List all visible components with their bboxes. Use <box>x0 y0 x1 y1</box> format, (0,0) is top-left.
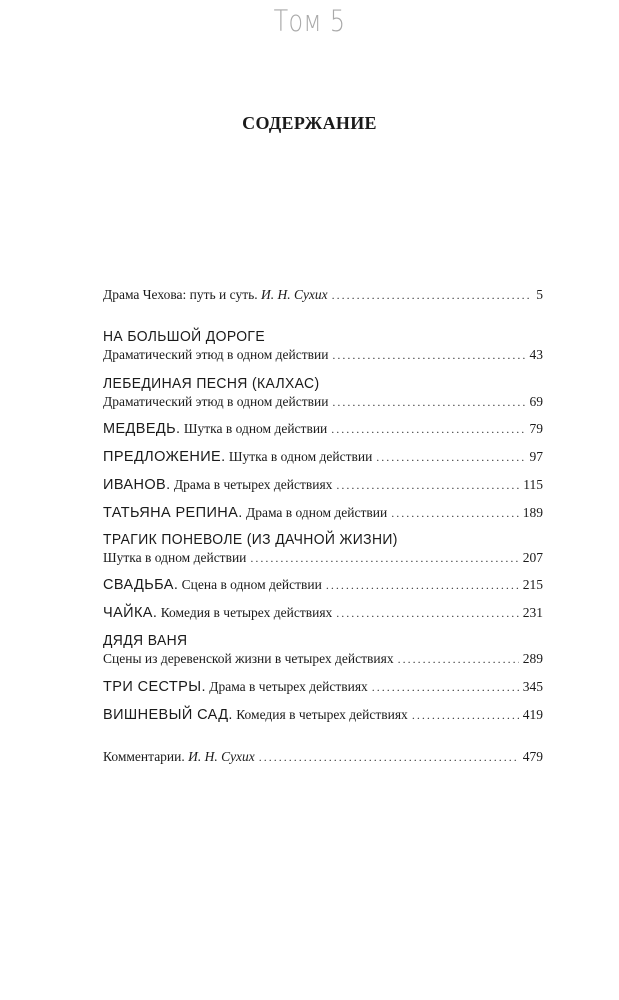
entry-text: Шутка в одном действии <box>183 421 328 436</box>
toc-entry <box>103 678 543 696</box>
leader-dots <box>376 448 525 466</box>
toc-entry <box>103 632 543 668</box>
leader-dots <box>391 504 519 522</box>
toc-entry-commentary <box>103 748 543 766</box>
toc-entry <box>103 576 543 594</box>
entry-text: Комедия в четырех действиях <box>236 707 408 722</box>
toc-entry <box>103 420 543 438</box>
toc-entry <box>103 375 543 411</box>
page-number: 231 <box>522 605 543 620</box>
entry-text: Драматический этюд в одном действии <box>103 394 329 409</box>
leader-dots <box>331 420 525 438</box>
play-title: ИВАНОВ. <box>103 477 171 493</box>
toc-line <box>103 549 543 567</box>
play-title: ЧАЙКА. <box>103 605 158 621</box>
toc-line <box>103 706 543 724</box>
leader-dots <box>398 650 519 668</box>
entry-text: Драма в четырех действиях <box>209 679 368 694</box>
page-number: 207 <box>522 550 543 565</box>
entry-author: И. Н. Сухих <box>188 749 255 764</box>
leader-dots <box>259 748 519 766</box>
entry-text: Сцены из деревенской жизни в четырех действиях <box>103 651 394 666</box>
contents-title: СОДЕРЖАНИЕ <box>242 113 377 133</box>
play-title: ЛЕБЕДИНАЯ ПЕСНЯ (КАЛХАС) <box>103 376 320 392</box>
play-title: ТАТЬЯНА РЕПИНА. <box>103 505 243 521</box>
entry-text: Комментарии. <box>103 749 185 764</box>
toc-entry <box>103 448 543 466</box>
page-number: 419 <box>522 707 543 722</box>
page-number: 79 <box>529 421 543 436</box>
toc-line <box>103 504 543 522</box>
toc-line <box>103 576 543 594</box>
page-number: 69 <box>529 394 543 409</box>
entry-text: Комедия в четырех действиях <box>160 605 333 620</box>
toc-line <box>103 448 543 466</box>
toc-line <box>103 604 543 622</box>
play-title: ДЯДЯ ВАНЯ <box>103 633 188 649</box>
toc-entry <box>103 504 543 522</box>
toc-line <box>103 678 543 696</box>
entry-author: И. Н. Сухих <box>261 287 328 302</box>
page-number: 289 <box>522 651 543 666</box>
toc-line <box>103 286 543 304</box>
play-title: ТРИ СЕСТРЫ. <box>103 679 206 695</box>
leader-dots <box>332 286 529 304</box>
entry-text: Шутка в одном действии <box>228 449 373 464</box>
leader-dots <box>336 604 518 622</box>
leader-dots <box>326 576 519 594</box>
entry-text: Шутка в одном действии <box>103 550 247 565</box>
toc-line <box>103 476 543 494</box>
toc-line <box>103 748 543 766</box>
play-title: СВАДЬБА. <box>103 577 179 593</box>
leader-dots <box>332 393 525 411</box>
page-number: 189 <box>522 505 543 520</box>
toc-entry <box>103 328 543 364</box>
leader-dots <box>372 678 519 696</box>
toc-line <box>103 346 543 364</box>
play-title: ТРАГИК ПОНЕВОЛЕ (ИЗ ДАЧНОЙ ЖИЗНИ) <box>103 532 398 548</box>
toc-line <box>103 650 543 668</box>
toc-entry <box>103 706 543 724</box>
toc-entry <box>103 476 543 494</box>
play-title: ПРЕДЛОЖЕНИЕ. <box>103 449 226 465</box>
toc-line <box>103 393 543 411</box>
toc-line <box>103 420 543 438</box>
entry-text: Драма в четырех действиях <box>173 477 333 492</box>
page-number: 479 <box>522 749 543 764</box>
page-number: 43 <box>529 347 543 362</box>
leader-dots <box>336 476 519 494</box>
page-number: 215 <box>522 577 543 592</box>
play-title: МЕДВЕДЬ. <box>103 421 181 437</box>
page-number: 345 <box>522 679 543 694</box>
toc-entry-intro <box>103 286 543 304</box>
leader-dots <box>250 549 518 567</box>
toc-entry <box>103 604 543 622</box>
volume-header: Том 5 <box>273 4 346 38</box>
entry-text: Сцена в одном действии <box>181 577 322 592</box>
entry-text: Драма Чехова: путь и суть. <box>103 287 258 302</box>
play-title: ВИШНЕВЫЙ САД. <box>103 707 233 723</box>
page-number: 97 <box>529 449 543 464</box>
page-number: 115 <box>523 477 543 492</box>
entry-text: Драматический этюд в одном действии <box>103 347 329 362</box>
leader-dots <box>412 706 519 724</box>
leader-dots <box>332 346 525 364</box>
page-number: 5 <box>536 287 543 302</box>
toc-entry <box>103 531 543 567</box>
entry-text: Драма в одном действии <box>246 505 388 520</box>
play-title: НА БОЛЬШОЙ ДОРОГЕ <box>103 329 265 345</box>
